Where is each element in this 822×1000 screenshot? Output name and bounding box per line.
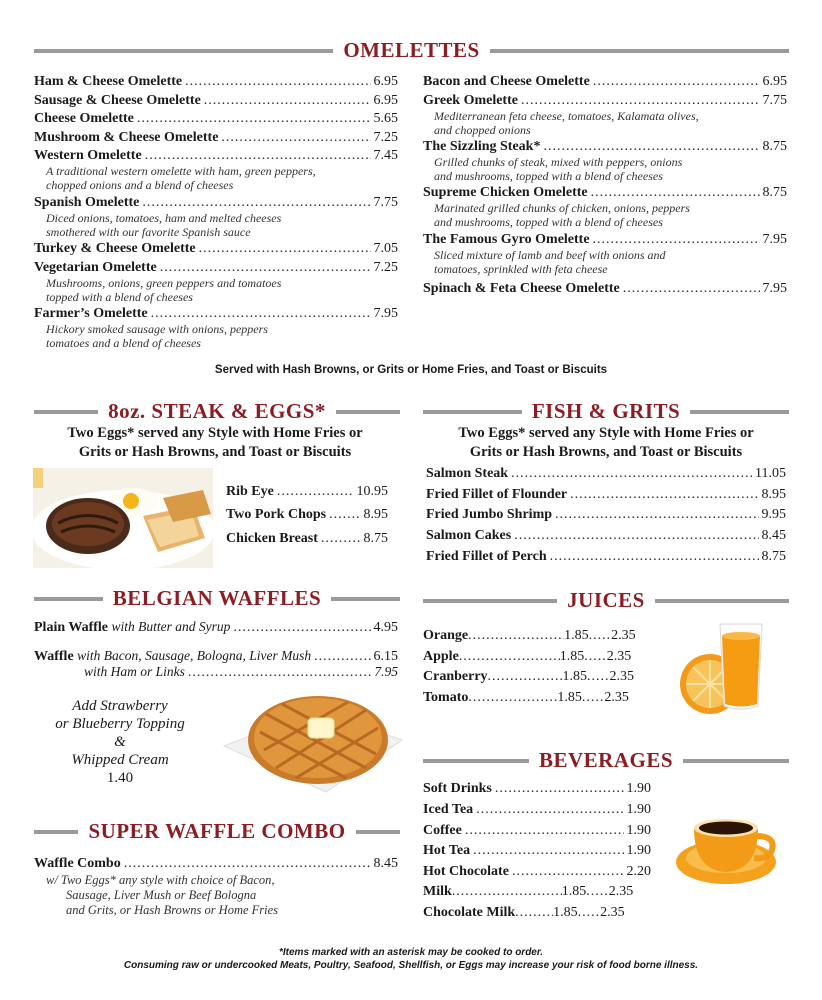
combo-header [34, 819, 400, 844]
served-with-note: Served with Hash Browns, or Grits or Home Fries, and Toast or Biscuits [214, 364, 608, 376]
menu-item: Salmon Steak ..... 11.05 [426, 466, 786, 482]
fish-header [423, 399, 789, 424]
menu-item: Rib Eye ..... 10.95 [226, 484, 388, 500]
beverages-header [423, 748, 789, 773]
divider [423, 599, 557, 603]
divider [336, 410, 400, 414]
menu-item: Ham & Cheese Omelette ..... 6.95 [34, 74, 398, 90]
menu-item: Spanish Omelette ..... 7.75 [34, 195, 398, 211]
menu-item: Vegetarian Omelette ..... 7.25 [34, 260, 398, 276]
juice-item: Cranberry ..... 1.85 ..... 2.35 [423, 669, 653, 685]
coffee-cup-photo [672, 800, 780, 894]
menu-item: Two Pork Chops ..... 8.95 [226, 507, 388, 523]
milk-item: Chocolate Milk ..... 1.85 ..... 2.35 [423, 905, 653, 921]
menu-item: Waffle Combo ..... 8.45 [34, 856, 398, 872]
menu-item: Plain Waffle with Butter and Syrup ..... 4.95 [34, 619, 398, 636]
topping-addon: Add Strawberry or Blueberry Topping & Whipped Cream 1.40 [55, 698, 185, 786]
menu-item: Cheese Omelette ..... 5.65 [34, 111, 398, 127]
juices-header [423, 588, 789, 613]
menu-item: Fried Fillet of Flounder ..... 8.95 [426, 487, 786, 503]
section-title: FISH & GRITS [531, 399, 681, 423]
section-title: OMELETTES [343, 38, 480, 62]
section-title: 8oz. STEAK & EGGS* [108, 399, 326, 423]
juice-item: Orange ..... 1.85 ..... 2.35 [423, 628, 653, 644]
menu-item: Soft Drinks ..... 1.90 [423, 781, 651, 797]
menu-item: Mushroom & Cheese Omelette ..... 7.25 [34, 130, 398, 146]
item-description: Marinated grilled chunks of chicken, onions, peppers and mushrooms, topped with a blend of cheeses [434, 201, 690, 229]
menu-item: Fried Fillet of Perch ..... 8.75 [426, 549, 786, 565]
menu-item: Chicken Breast ..... 8.75 [226, 531, 388, 547]
section-subtitle: Two Eggs* served any Style with Home Fries or Grits or Hash Browns, and Toast or Biscuits [458, 425, 754, 460]
menu-item: Supreme Chicken Omelette ..... 8.75 [423, 185, 787, 201]
milk-item: Milk ..... 1.85 ..... 2.35 [423, 884, 653, 900]
divider [34, 597, 103, 601]
item-description: w/ Two Eggs* any style with choice of Bacon, Sausage, Liver Mush or Beef Bologna and Grits, or Hash Browns or Home Fries [46, 873, 279, 917]
divider [690, 410, 789, 414]
divider [683, 759, 789, 763]
menu-item: Waffle with Bacon, Sausage, Bologna, Liver Mush ..... 6.15 [34, 648, 398, 665]
divider [34, 49, 333, 53]
menu-item: Bacon and Cheese Omelette ..... 6.95 [423, 74, 787, 90]
juice-item: Tomato ..... 1.85 ..... 2.35 [423, 690, 653, 706]
menu-item: Farmer’s Omelette ..... 7.95 [34, 306, 398, 322]
divider [423, 759, 529, 763]
menu-item: The Famous Gyro Omelette ..... 7.95 [423, 232, 787, 248]
juice-item: Apple ..... 1.85 ..... 2.35 [423, 649, 653, 665]
menu-item: Greek Omelette ..... 7.75 [423, 93, 787, 109]
food-safety-disclaimer: *Items marked with an asterisk may be cooked to order. Consuming raw or undercooked Meats, Poultry, Seafood, Shellfish, or Eggs may increase your risk of food borne illness. [123, 947, 699, 971]
section-title: JUICES [567, 588, 645, 612]
menu-item: Turkey & Cheese Omelette ..... 7.05 [34, 241, 398, 257]
menu-item: Coffee ..... 1.90 [423, 823, 651, 839]
item-description: Hickory smoked sausage with onions, peppers tomatoes and a blend of cheeses [46, 322, 268, 350]
steak-eggs-photo [33, 468, 213, 568]
divider [34, 830, 78, 834]
section-title: SUPER WAFFLE COMBO [88, 819, 346, 843]
menu-item: Hot Tea ..... 1.90 [423, 843, 651, 859]
menu-item: Salmon Cakes ..... 8.45 [426, 528, 786, 544]
divider [331, 597, 400, 601]
divider [655, 599, 789, 603]
omelettes-header [34, 38, 789, 63]
menu-item: Hot Chocolate ..... 2.20 [423, 864, 651, 880]
section-subtitle: Two Eggs* served any Style with Home Fries or Grits or Hash Browns, and Toast or Biscuits [67, 425, 363, 460]
section-title: BELGIAN WAFFLES [112, 586, 322, 610]
menu-item: Spinach & Feta Cheese Omelette ..... 7.95 [423, 281, 787, 297]
item-description: Grilled chunks of steak, mixed with peppers, onions and mushrooms, topped with a blend of cheeses [434, 155, 683, 183]
divider [490, 49, 789, 53]
item-description: Mushrooms, onions, green peppers and tomatoes topped with a blend of cheeses [46, 276, 282, 304]
item-description: A traditional western omelette with ham, green peppers, chopped onions and a blend of cheeses [46, 164, 316, 192]
section-title: BEVERAGES [538, 748, 674, 772]
item-description: Diced onions, tomatoes, ham and melted cheeses smothered with our favorite Spanish sauce [46, 211, 282, 239]
orange-juice-photo [674, 614, 774, 724]
menu-item: Sausage & Cheese Omelette ..... 6.95 [34, 93, 398, 109]
waffle-photo [216, 684, 404, 796]
waffles-header [34, 586, 400, 611]
divider [34, 410, 98, 414]
divider [356, 830, 400, 834]
divider [423, 410, 522, 414]
menu-item: Iced Tea ..... 1.90 [423, 802, 651, 818]
steak-header [34, 399, 400, 424]
item-description: Sliced mixture of lamb and beef with onions and tomatoes, sprinkled with feta cheese [434, 248, 666, 276]
menu-item: Western Omelette ..... 7.45 [34, 148, 398, 164]
menu-item: Fried Jumbo Shrimp ..... 9.95 [426, 507, 786, 523]
menu-item: with Ham or Links ..... 7.95 [84, 664, 398, 681]
menu-item: The Sizzling Steak* ..... 8.75 [423, 139, 787, 155]
item-description: Mediterranean feta cheese, tomatoes, Kalamata olives, and chopped onions [434, 109, 699, 137]
